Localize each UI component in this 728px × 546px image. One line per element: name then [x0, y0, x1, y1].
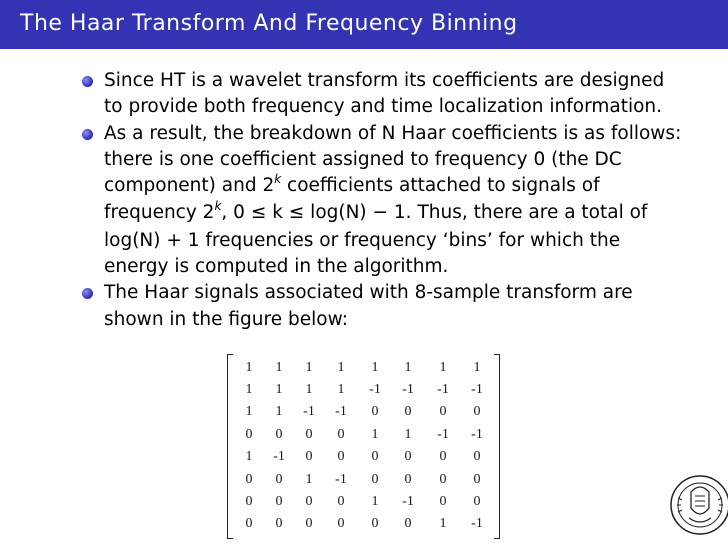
matrix-cell: 0	[305, 494, 313, 509]
matrix-cell: 0	[275, 494, 283, 509]
matrix-row	[227, 427, 500, 449]
matrix-cell: -1	[369, 382, 381, 397]
matrix-cell: 0	[404, 449, 412, 464]
matrix-cell: 0	[305, 516, 313, 531]
bullet-text-line: shown in the figure below:	[104, 308, 348, 330]
matrix-cell: 1	[371, 360, 379, 375]
matrix-cell: 1	[275, 404, 283, 419]
matrix-cell: 0	[337, 516, 345, 531]
matrix-cell: 1	[337, 382, 345, 397]
bullet-text-line: energy is computed in the algorithm.	[104, 256, 449, 278]
matrix-cell: 1	[305, 360, 313, 375]
matrix-cell: 1	[371, 427, 379, 442]
bullet-text-line: there is one coefficient assigned to frequency 0 (the DC	[104, 148, 622, 170]
matrix-cell: 0	[305, 449, 313, 464]
matrix-cell: 1	[305, 382, 313, 397]
matrix-row	[227, 516, 500, 538]
bullet-list	[82, 68, 722, 333]
matrix-row	[227, 494, 500, 516]
matrix-cell: -1	[303, 404, 315, 419]
matrix-cell: 1	[305, 472, 313, 487]
matrix-cell: 1	[404, 360, 412, 375]
matrix-row	[227, 449, 500, 471]
matrix-cell: 0	[275, 472, 283, 487]
matrix-cell: 1	[245, 449, 253, 464]
superscript: k	[214, 199, 222, 214]
matrix-row	[227, 360, 500, 382]
institute-seal-icon	[669, 472, 728, 538]
matrix-cell: 0	[245, 427, 253, 442]
matrix-cell: 0	[439, 404, 447, 419]
matrix-cell: -1	[335, 404, 347, 419]
matrix-cell: 1	[404, 427, 412, 442]
matrix-row	[227, 382, 500, 404]
matrix-cell: 0	[371, 516, 379, 531]
bullet-text-line: Since HT is a wavelet transform its coefficients are designed	[104, 70, 665, 91]
title-bar	[0, 0, 728, 49]
matrix-cell: 1	[337, 360, 345, 375]
text-segment: frequency 2	[104, 202, 215, 224]
matrix-cell: 1	[275, 382, 283, 397]
matrix-cell: -1	[471, 382, 483, 397]
matrix-cell: 0	[473, 449, 481, 464]
bullet-icon	[82, 76, 93, 87]
matrix-row	[227, 404, 500, 426]
matrix-cell: 1	[439, 360, 447, 375]
matrix-cell: -1	[437, 382, 449, 397]
matrix-cell: 0	[275, 427, 283, 442]
matrix-cell: 1	[245, 360, 253, 375]
bullet-item	[82, 280, 722, 333]
matrix-cell: -1	[471, 516, 483, 531]
haar-matrix-figure	[227, 354, 500, 537]
matrix-cell: -1	[402, 494, 414, 509]
matrix-cell: 0	[305, 427, 313, 442]
bullet-item	[82, 121, 722, 281]
bullet-text-line: to provide both frequency and time localization information.	[104, 96, 663, 118]
matrix-cell: 0	[404, 472, 412, 487]
text-segment: component) and 2	[104, 175, 275, 197]
matrix-cell: 0	[404, 404, 412, 419]
matrix-cell: 0	[371, 472, 379, 487]
bullet-text-line: As a result, the breakdown of N Haar coefficients is as follows:	[104, 122, 682, 144]
matrix-cell: 0	[371, 404, 379, 419]
matrix-cell: 1	[473, 360, 481, 375]
matrix-cell: -1	[335, 472, 347, 487]
bullet-icon	[82, 288, 93, 299]
matrix-cell: 0	[473, 472, 481, 487]
matrix-cell: 1	[245, 382, 253, 397]
matrix-cell: -1	[402, 382, 414, 397]
matrix-cell: 0	[404, 516, 412, 531]
bullet-item	[82, 68, 722, 121]
matrix-cell: -1	[471, 427, 483, 442]
text-segment: , 0 ≤ k ≤ log(N) − 1. Thus, there are a total of	[221, 202, 648, 224]
text-segment: coefficients attached to signals of	[281, 175, 600, 197]
matrix-row	[227, 472, 500, 494]
matrix-cell: 1	[371, 494, 379, 509]
matrix-cell: 0	[337, 494, 345, 509]
bullet-text-line: The Haar signals associated with 8-sample transform are	[104, 282, 633, 304]
superscript: k	[274, 172, 282, 187]
matrix-cell: 0	[439, 472, 447, 487]
bullet-text-line: log(N) + 1 frequencies or frequency ‘bins’ for which the	[104, 229, 621, 251]
slide-title: The Haar Transform And Frequency Binning	[20, 11, 518, 36]
matrix-cell: 0	[337, 427, 345, 442]
bullet-text-line	[104, 173, 722, 200]
matrix-cell: -1	[437, 427, 449, 442]
matrix-cell: 1	[439, 516, 447, 531]
matrix-cell: -1	[273, 449, 285, 464]
matrix-cell: 1	[245, 404, 253, 419]
matrix-cell: 0	[473, 404, 481, 419]
matrix-cell: 0	[275, 516, 283, 531]
matrix-cell: 0	[245, 472, 253, 487]
matrix-cell: 0	[337, 449, 345, 464]
matrix-cell: 0	[439, 449, 447, 464]
bullet-icon	[82, 129, 93, 140]
bullet-text-line	[104, 200, 722, 227]
matrix-cell: 1	[275, 360, 283, 375]
matrix-cell: 0	[245, 494, 253, 509]
matrix-cell: 0	[473, 494, 481, 509]
matrix-cell: 0	[439, 494, 447, 509]
matrix-cell: 0	[245, 516, 253, 531]
matrix-cell: 0	[371, 449, 379, 464]
